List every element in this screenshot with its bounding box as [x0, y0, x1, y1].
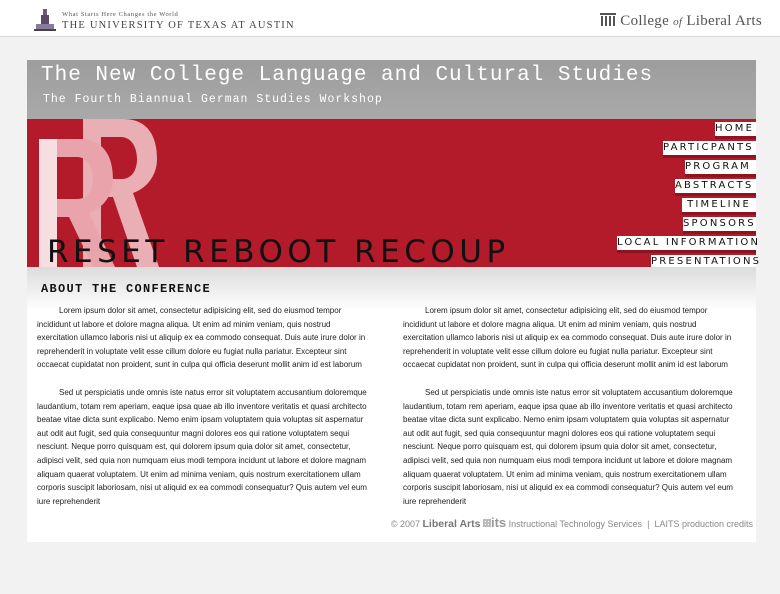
- ut-tower-logo-icon[interactable]: [34, 8, 56, 32]
- title-banner: [27, 60, 756, 119]
- left-paragraph-1: Lorem ipsum dolor sit amet, consectetur adipisicing elit, sed do eiusmod tempor incididunt ut labore et dolore magna aliqua. Ut enim ad minim veniam, quis nostrud exercitation ullamco laboris nisi ut aliquip ex ea commodo consequat. Duis aute irure dolor in reprehenderit in voluptate velit esse cillum dolore eu fugiat nulla pariatur. Excepteur sint occaecat cupidatat non proident, sunt in culpa qui officia deserunt mollit anim id est laborum: [37, 306, 366, 370]
- nav-participants[interactable]: PARTICPANTS: [663, 141, 756, 158]
- ut-name-link[interactable]: THE UNIVERSITY OF TEXAS AT AUSTIN: [62, 20, 295, 31]
- its-grid-icon: [483, 519, 491, 527]
- about-heading: ABOUT THE CONFERENCE: [41, 282, 212, 296]
- college-prefix: College: [620, 13, 670, 29]
- columns-icon: [600, 13, 616, 27]
- footer-copyright: © 2007: [390, 519, 420, 529]
- nav-local-information[interactable]: LOCAL INFORMATION: [617, 236, 756, 253]
- ut-tagline: What Starts Here Changes the World: [62, 11, 179, 18]
- page-title: The New College Language and Cultural Studies: [41, 64, 654, 87]
- page-subtitle: The Fourth Biannual German Studies Workshop: [43, 93, 383, 106]
- left-paragraph-2: Sed ut perspiciatis unde omnis iste natus error sit voluptatem accusantium doloremque laudantium, totam rem aperiam, eaque ipsa quae ab illo inventore veritatis et quasi architecto beatae vitae dicta sunt explicabo. Nemo enim ipsam voluptatem quia voluptas sit aspernatur aut odit aut fugit, sed quia consequuntur magni dolores eos qui ratione voluptatem sequi nesciunt. Neque porro quisquam est, qui dolorem ipsum quia dolor sit amet, consectetur, adipisci velit, sed quia non numquam eius modi tempora incidunt ut labore et dolore magnam aliquam quaerat voluptatem. Ut enim ad minima veniam, quis nostrum exercitationem ullam corporis suscipit laboriosam, nisi ut aliquid ex ea commodi consequatur? Quis autem vel eum iure reprehenderit: [37, 387, 367, 506]
- nav-timeline[interactable]: TIMELINE: [682, 198, 756, 215]
- about-left-column: [37, 304, 367, 522]
- nav-abstracts[interactable]: ABSTRACTS: [675, 179, 756, 196]
- hero-headline: RESET REBOOT RECOUP: [47, 234, 510, 267]
- right-paragraph-2: Sed ut perspiciatis unde omnis iste natus error sit voluptatem accusantium doloremque laudantium, totam rem aperiam, eaque ipsa quae ab illo inventore veritatis et quasi architecto beatae vitae dicta sunt explicabo. Nemo enim ipsam voluptatem quia voluptas sit aspernatur aut odit aut fugit, sed quia consequuntur magni dolores eos qui ratione voluptatem sequi nesciunt. Neque porro quisquam est, qui dolorem ipsum quia dolor sit amet, consectetur, adipisci velit, sed quia non numquam eius modi tempora incidunt ut labore et dolore magnam aliquam quaerat voluptatem. Ut enim ad minima veniam, quis nostrum exercitationem ullam corporis suscipit laboriosam, nisi ut aliquid ex ea commodi consequatur? Quis autem vel eum iure reprehenderit: [403, 387, 733, 506]
- footer-its-link[interactable]: Instructional Technology Services: [508, 519, 643, 529]
- footer-credits-link[interactable]: LAITS production credits: [654, 519, 753, 529]
- college-suffix: Liberal Arts: [686, 13, 762, 29]
- footer: [391, 515, 753, 530]
- college-of: of: [673, 16, 683, 28]
- top-bar: [0, 0, 780, 37]
- about-right-column: [403, 304, 733, 522]
- footer-separator: |: [647, 519, 650, 529]
- page-container: [27, 60, 762, 542]
- footer-liberal-arts-link[interactable]: Liberal Arts: [422, 518, 481, 530]
- nav-sponsors[interactable]: SPONSORS: [683, 217, 756, 234]
- nav-presentations[interactable]: PRESENTATIONS: [651, 255, 756, 272]
- nav-program[interactable]: PROGRAM: [685, 160, 756, 177]
- footer-its-logo[interactable]: its: [490, 515, 507, 530]
- nav-home[interactable]: HOME: [715, 122, 756, 139]
- college-of-liberal-arts-link[interactable]: [600, 13, 762, 30]
- right-paragraph-1: Lorem ipsum dolor sit amet, consectetur adipisicing elit, sed do eiusmod tempor incididunt ut labore et dolore magna aliqua. Ut enim ad minim veniam, quis nostrud exercitation ullamco laboris nisi ut aliquip ex ea commodo consequat. Duis aute irure dolor in reprehenderit in voluptate velit esse cillum dolore eu fugiat nulla pariatur. Excepteur sint occaecat cupidatat non proident, sunt in culpa qui officia deserunt mollit anim id est laborum: [403, 306, 732, 370]
